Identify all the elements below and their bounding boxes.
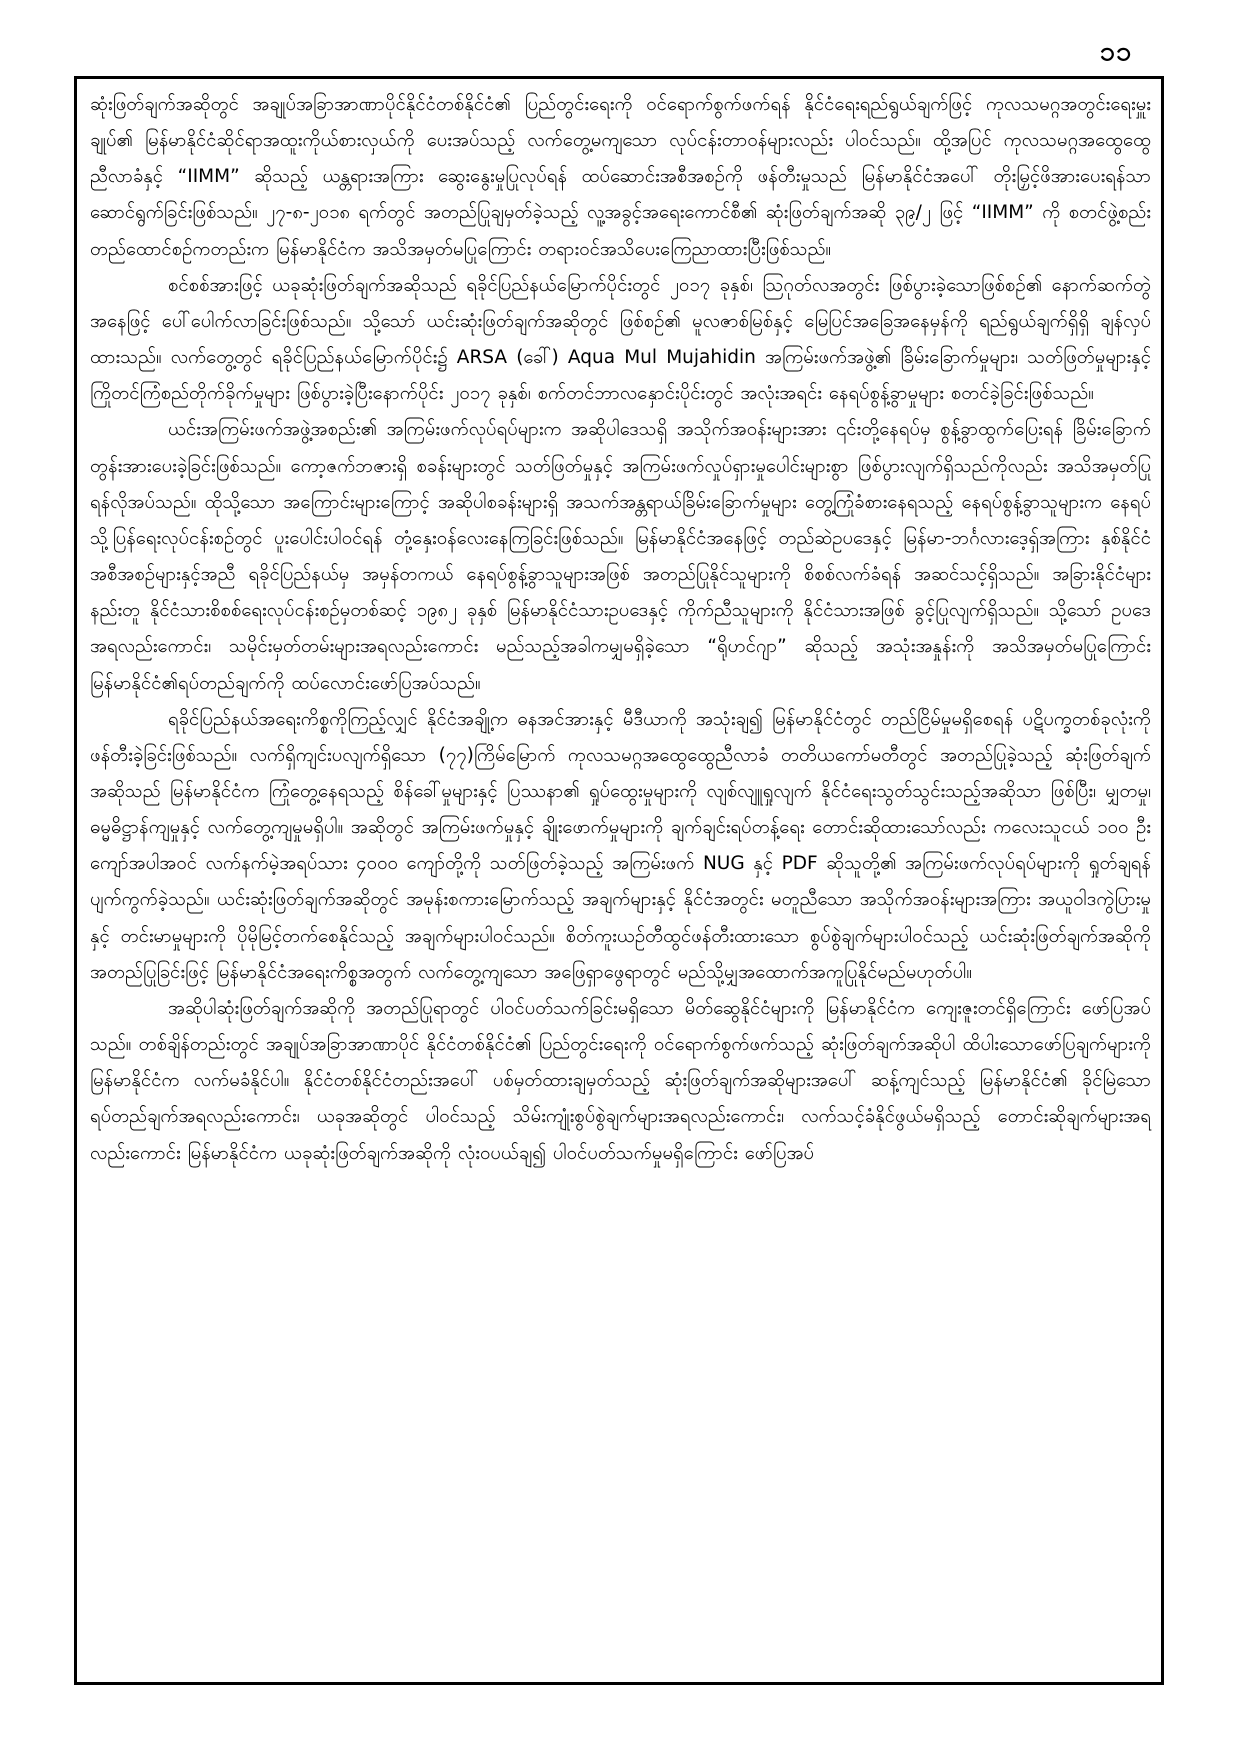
paragraph-5: အဆိုပါဆုံးဖြတ်ချက်အဆိုကို အတည်ပြုရာတွင် ပါဝင်ပတ်သက်ခြင်းမရှိသော မိတ်ဆွေနိုင်ငံများကို မြန်မာနိုင်ငံက ကျေးဇူးတင်ရှိကြောင်း ဖော်ပြအပ်သည်။ တစ်ချိန်တည်းတွင် အချုပ်အခြာအာဏာပိုင် နိုင်ငံတစ်နိုင်ငံ၏ ပြည်တွင်းရေးကို ဝင်ရောက်စွက်ဖက်သည့် ဆုံးဖြတ်ချက်အဆိုပါ ထိပါးသောဖော်ပြချက်များကို မြန်မာနိုင်ငံက လက်မခံနိုင်ပါ။ နိုင်ငံတစ်နိုင်ငံတည်းအပေါ် ပစ်မှတ်ထားချမှတ်သည့် ဆုံးဖြတ်ချက်အဆိုများအပေါ် ဆန့်ကျင်သည့် မြန်မာနိုင်ငံ၏ ခိုင်မြဲသောရပ်တည်ချက်အရလည်းကောင်း၊ ယခုအဆိုတွင် ပါဝင်သည့် သိမ်းကျုံးစွပ်စွဲချက်များအရလည်းကောင်း၊ လက်သင့်ခံနိုင်ဖွယ်မရှိသည့် တောင်းဆိုချက်များအရလည်းကောင်း မြန်မာနိုင်ငံက ယခုဆုံးဖြတ်ချက်အဆိုကို လုံးဝပယ်ချ၍ ပါဝင်ပတ်သက်မှုမရှိကြောင်း ဖော်ပြအပ် — [90, 997, 1151, 1164]
paragraph-4: ရခိုင်ပြည်နယ်အရေးကိစ္စကိုကြည့်လျှင် နိုင်ငံအချို့က ဓနအင်အားနှင့် မီဒီယာကို အသုံးချ၍ မြန်မာနိုင်ငံတွင် တည်ငြိမ်မှုမရှိစေရန် ပဋိပက္ခတစ်ခုလုံးကို ဖန်တီးခဲ့ခြင်းဖြစ်သည်။ လက်ရှိကျင်းပလျက်ရှိသော (၇၇)ကြိမ်မြောက် ကုလသမဂ္ဂအထွေထွေညီလာခံ တတိယကော်မတီတွင် အတည်ပြုခဲ့သည့် ဆုံးဖြတ်ချက်အဆိုသည် မြန်မာနိုင်ငံက ကြုံတွေ့နေရသည့် စိန်ခေါ်မှုများနှင့် ပြဿနာ၏ ရှုပ်ထွေးမှုများကို လျစ်လျူရှုလျက် နိုင်ငံရေးသွတ်သွင်းသည့်အဆိုသာ ဖြစ်ပြီး၊ မျှတမှု၊ ဓမ္မဓိဋ္ဌာန်ကျမှုနှင့် လက်တွေ့ကျမှုမရှိပါ။ အဆိုတွင် အကြမ်းဖက်မှုနှင့် ချိုးဖောက်မှုများကို ချက်ချင်းရပ်တန့်ရေး တောင်းဆိုထားသော်လည်း ကလေးသူငယ် ၁၀၀ ဦး ကျော်အပါအဝင် လက်နက်မဲ့အရပ်သား ၄၀၀၀ ကျော်တို့ကို သတ်ဖြတ်ခဲ့သည့် အကြမ်းဖက် NUG နှင့် PDF ဆိုသူတို့၏ အကြမ်းဖက်လုပ်ရပ်များကို ရှုတ်ချရန် ပျက်ကွက်ခဲ့သည်။ ယင်းဆုံးဖြတ်ချက်အဆိုတွင် အမုန်းစကားမြောက်သည့် အချက်များနှင့် နိုင်ငံအတွင်း မတူညီသော အသိုက်အဝန်းများအကြား အယူဝါဒကွဲပြားမှုနှင့် တင်းမာမှုများကို ပိုမိုမြင့်တက်စေနိုင်သည့် အချက်များပါဝင်သည်။ စိတ်ကူးယဉ်တီထွင်ဖန်တီးထားသော စွပ်စွဲချက်များပါဝင်သည့် ယင်းဆုံးဖြတ်ချက်အဆိုကို အတည်ပြုခြင်းဖြင့် မြန်မာနိုင်ငံအရေးကိစ္စအတွက် လက်တွေ့ကျသော အဖြေရှာဖွေရာတွင် မည်သို့မျှအထောက်အကူပြုနိုင်မည်မဟုတ်ပါ။ — [90, 708, 1151, 983]
content-frame — [74, 76, 1164, 1685]
page-number: ၁၁ — [1099, 36, 1132, 67]
paragraph-3: ယင်းအကြမ်းဖက်အဖွဲ့အစည်း၏ အကြမ်းဖက်လုပ်ရပ်များက အဆိုပါဒေသရှိ အသိုက်အဝန်းများအား ၎င်းတို့နေရပ်မှ စွန့်ခွာထွက်ပြေးရန် ခြိမ်းခြောက်တွန်းအားပေးခဲ့ခြင်းဖြစ်သည်။ ကော့ဇက်ဘဇားရှိ စခန်းများတွင် သတ်ဖြတ်မှုနှင့် အကြမ်းဖက်လှုပ်ရှားမှုပေါင်းများစွာ ဖြစ်ပွားလျက်ရှိသည်ကိုလည်း အသိအမှတ်ပြုရန်လိုအပ်သည်။ ထိုသို့သော အကြောင်းများကြောင့် အဆိုပါစခန်းများရှိ အသက်အန္တရာယ်ခြိမ်းခြောက်မှုများ တွေ့ကြုံခံစားနေရသည့် နေရပ်စွန့်ခွာသူများက နေရပ်သို့ပြန်ရေးလုပ်ငန်းစဉ်တွင် ပူးပေါင်းပါဝင်ရန် တုံ့နှေးဝန်လေးနေကြခြင်းဖြစ်သည်။ မြန်မာနိုင်ငံအနေဖြင့် တည်ဆဲဥပဒေနှင့် မြန်မာ-ဘင်္ဂလားဒေ့ရှ်အကြား နှစ်နိုင်ငံ အစီအစဉ်များနှင့်အညီ ရခိုင်ပြည်နယ်မှ အမှန်တကယ် နေရပ်စွန့်ခွာသူများအဖြစ် အတည်ပြုနိုင်သူများကို စိစစ်လက်ခံရန် အဆင်သင့်ရှိသည်။ အခြားနိုင်ငံများနည်းတူ နိုင်ငံသားစိစစ်ရေးလုပ်ငန်းစဉ်မှတစ်ဆင့် ၁၉၈၂ ခုနှစ် မြန်မာနိုင်ငံသားဥပဒေနှင့် ကိုက်ညီသူများကို နိုင်ငံသားအဖြစ် ခွင့်ပြုလျက်ရှိသည်။ သို့သော် ဥပဒေအရလည်းကောင်း၊ သမိုင်းမှတ်တမ်းများအရလည်းကောင်း မည်သည့်အခါကမျှမရှိခဲ့သော “ရိုဟင်ဂျာ” ဆိုသည့် အသုံးအနှုန်းကို အသိအမှတ်မပြုကြောင်း မြန်မာနိုင်ငံ၏ရပ်တည်ချက်ကို ထပ်လောင်းဖော်ပြအပ်သည်။ — [90, 419, 1151, 694]
paragraph-2: စင်စစ်အားဖြင့် ယခုဆုံးဖြတ်ချက်အဆိုသည် ရခိုင်ပြည်နယ်မြောက်ပိုင်းတွင် ၂၀၁၇ ခုနှစ်၊ ဩဂုတ်လအတွင်း ဖြစ်ပွားခဲ့သောဖြစ်စဉ်၏ နောက်ဆက်တွဲအနေဖြင့် ပေါ်ပေါက်လာခြင်းဖြစ်သည်။ သို့သော် ယင်းဆုံးဖြတ်ချက်အဆိုတွင် ဖြစ်စဉ်၏ မူလဇာစ်မြစ်နှင့် မြေပြင်အခြေအနေမှန်ကို ရည်ရွယ်ချက်ရှိရှိ ချန်လှပ်ထားသည်။ လက်တွေ့တွင် ရခိုင်ပြည်နယ်မြောက်ပိုင်း၌ ARSA (ခေါ်) Aqua Mul Mujahidin အကြမ်းဖက်အဖွဲ့၏ ခြိမ်းခြောက်မှုများ၊ သတ်ဖြတ်မှုများနှင့် ကြိုတင်ကြံစည်တိုက်ခိုက်မှုများ ဖြစ်ပွားခဲ့ပြီးနောက်ပိုင်း ၂၀၁၇ ခုနှစ်၊ စက်တင်ဘာလနှောင်းပိုင်းတွင် အလုံးအရင်း နေရပ်စွန့်ခွာမှုများ စတင်ခဲ့ခြင်းဖြစ်သည်။ — [90, 274, 1151, 405]
paragraph-1: ဆုံးဖြတ်ချက်အဆိုတွင် အချုပ်အခြာအာဏာပိုင်နိုင်ငံတစ်နိုင်ငံ၏ ပြည်တွင်းရေးကို ဝင်ရောက်စွက်ဖက်ရန် နိုင်ငံရေးရည်ရွယ်ချက်ဖြင့် ကုလသမဂ္ဂအတွင်းရေးမှူးချုပ်၏ မြန်မာနိုင်ငံဆိုင်ရာအထူးကိုယ်စားလှယ်ကို ပေးအပ်သည့် လက်တွေ့မကျသော လုပ်ငန်းတာဝန်များလည်း ပါဝင်သည်။ ထို့အပြင် ကုလသမဂ္ဂအထွေထွေညီလာခံနှင့် “IIMM” ဆိုသည့် ယန္တရားအကြား ဆွေးနွေးမှုပြုလုပ်ရန် ထပ်ဆောင်းအစီအစဉ်ကို ဖန်တီးမှုသည် မြန်မာနိုင်ငံအပေါ် တိုးမြှင့်ဖိအားပေးရန်သာ ဆောင်ရွက်ခြင်းဖြစ်သည်။ ၂၇-၈-၂၀၁၈ ရက်တွင် အတည်ပြုချမှတ်ခဲ့သည့် လူ့အခွင့်အရေးကောင်စီ၏ ဆုံးဖြတ်ချက်အဆို ၃၉/၂ ဖြင့် “IIMM” ကို စတင်ဖွဲ့စည်းတည်ထောင်စဉ်ကတည်းက မြန်မာနိုင်ငံက အသိအမှတ်မပြုကြောင်း တရားဝင်အသိပေးကြေညာထားပြီးဖြစ်သည်။ — [90, 94, 1151, 260]
